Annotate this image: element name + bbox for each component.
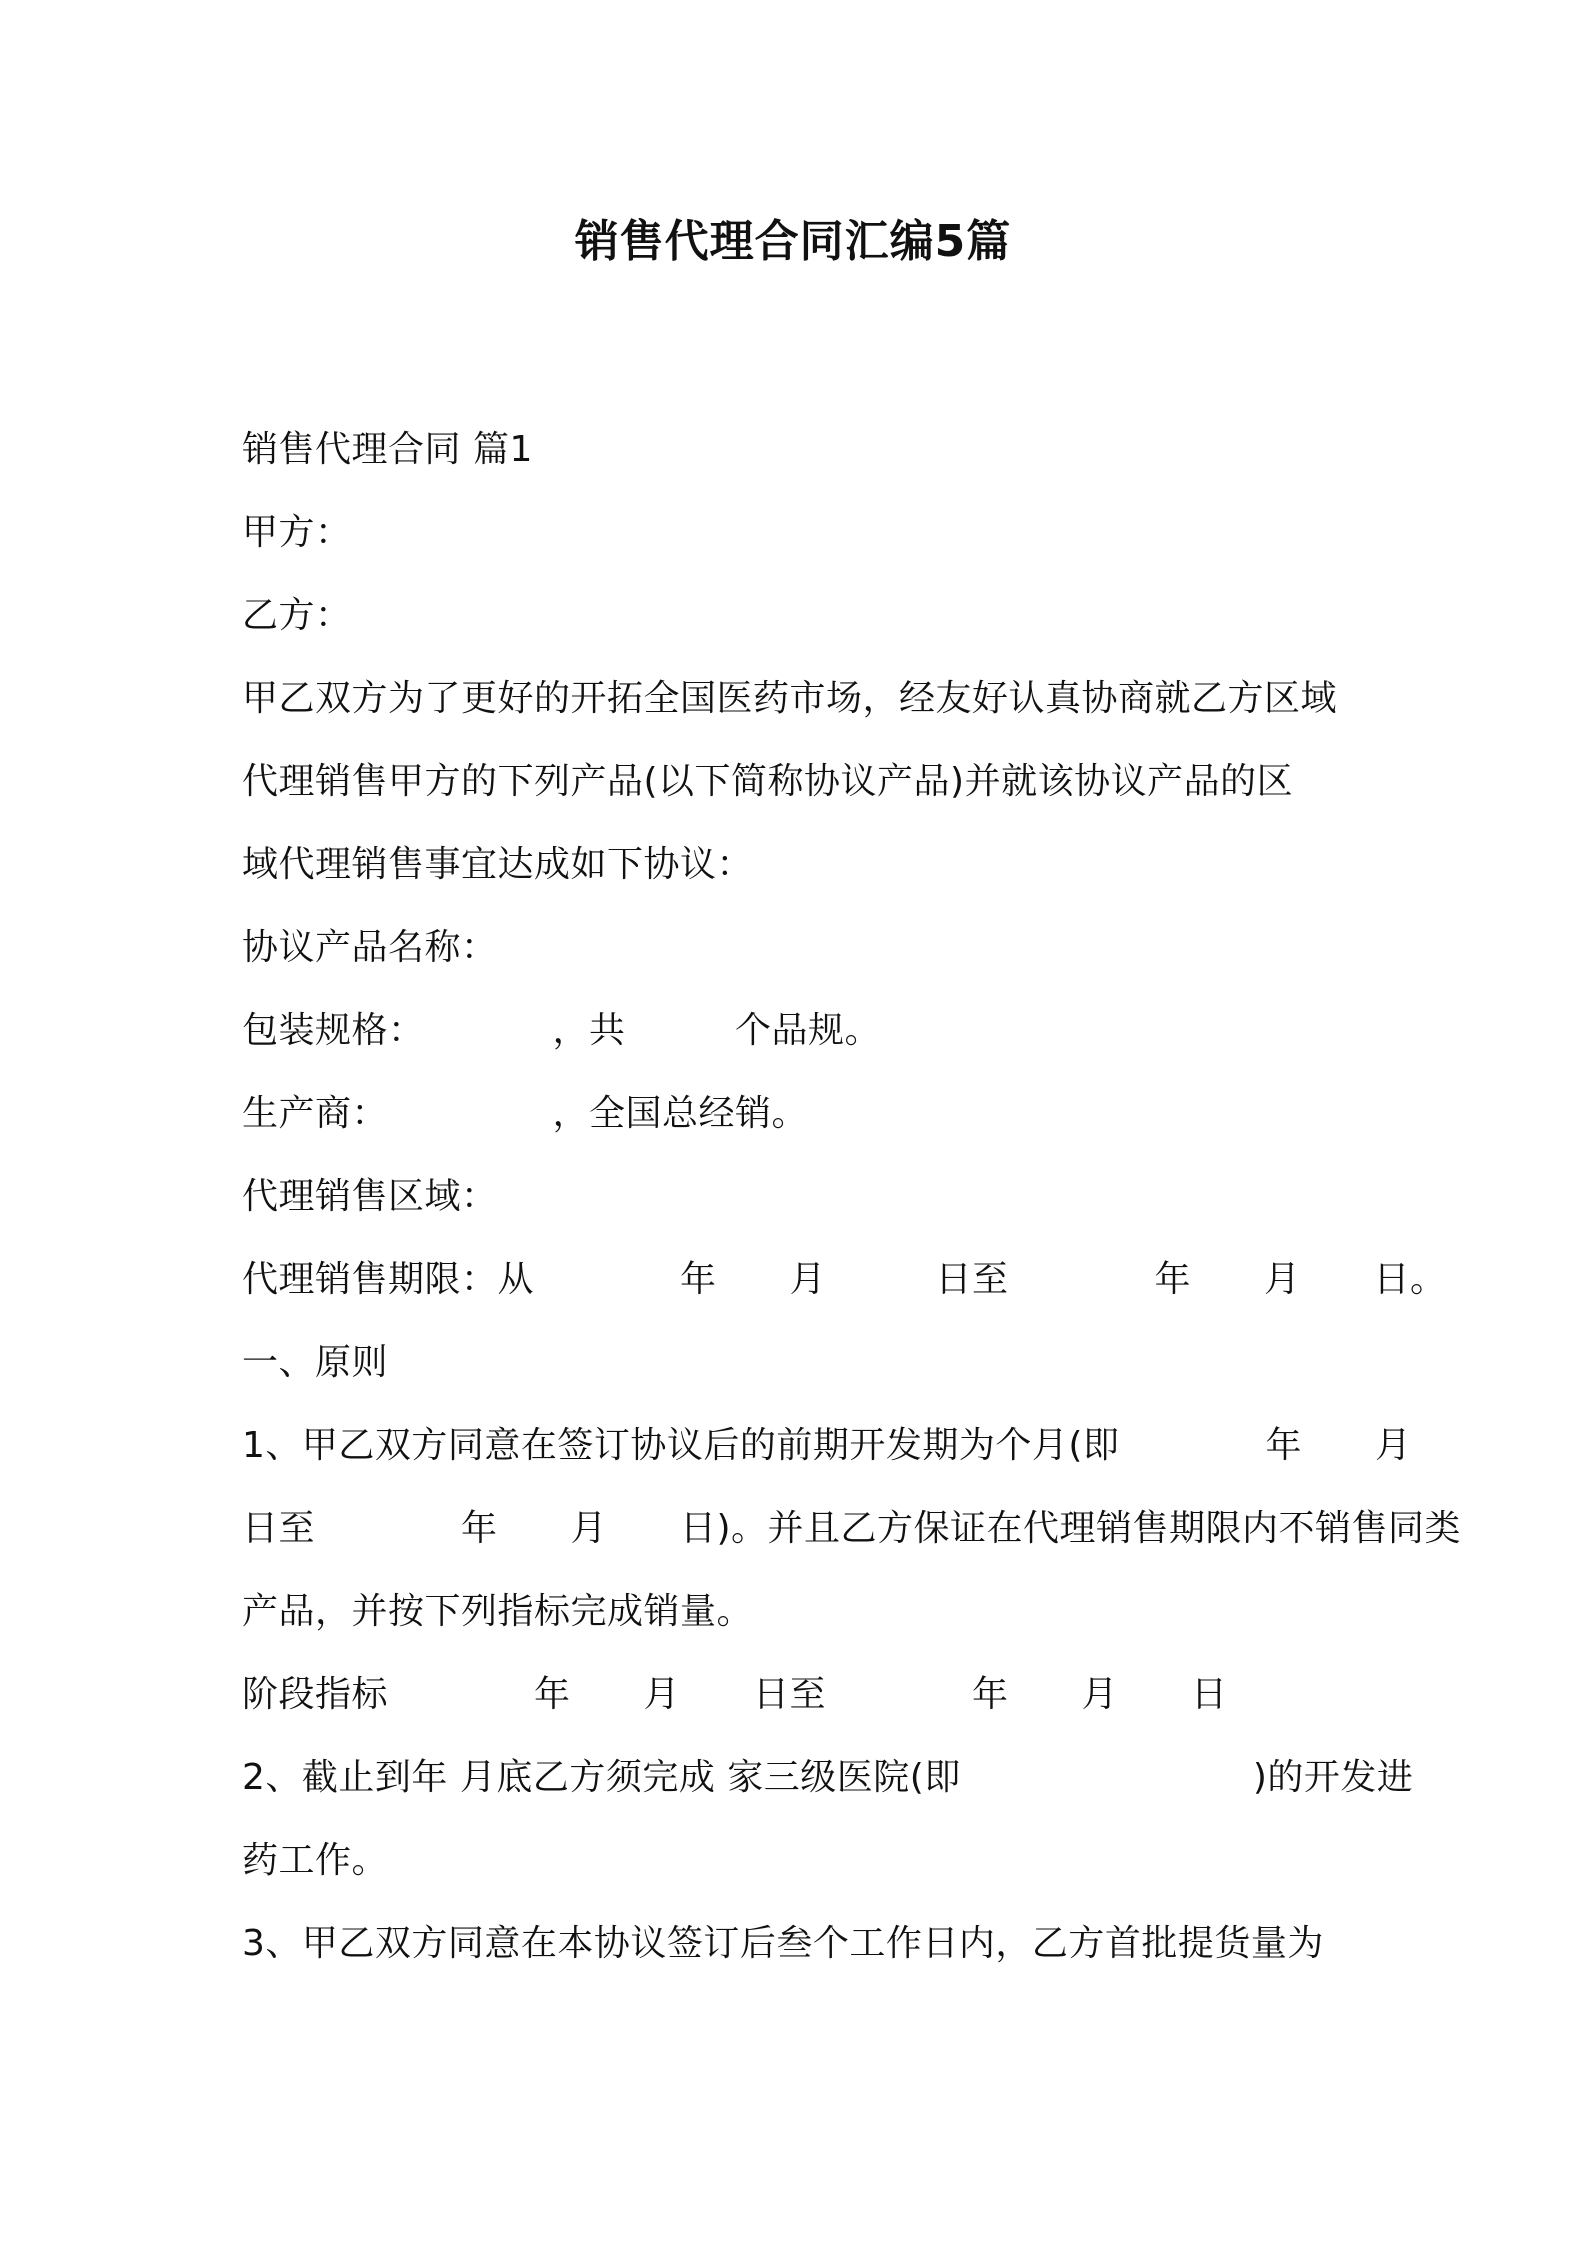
- paragraph-line: 甲乙双方为了更好的开拓全国医药市场，经友好认真协商就乙方区域: [242, 678, 1338, 719]
- principle-heading: 一、原则: [242, 1342, 389, 1383]
- sales-region-line: 代理销售区域：: [242, 1176, 498, 1217]
- document-title: 销售代理合同汇编5篇: [574, 216, 1012, 267]
- clause-line: 2、截止到年 月底乙方须完成 家三级医院(即 )的开发进: [242, 1757, 1414, 1798]
- paragraph-line: 域代理销售事宜达成如下协议：: [242, 844, 754, 885]
- section-heading: 销售代理合同 篇1: [242, 429, 533, 470]
- product-name-line: 协议产品名称：: [242, 927, 498, 968]
- sales-period-line: 代理销售期限：从 年 月 日至 年 月 日。: [242, 1259, 1447, 1300]
- clause-line: 日至 年 月 日)。并且乙方保证在代理销售期限内不销售同类: [242, 1508, 1462, 1549]
- party-b-label: 乙方：: [242, 595, 352, 636]
- stage-target-line: 阶段指标 年 月 日至 年 月 日: [242, 1674, 1228, 1715]
- clause-line: 1、甲乙双方同意在签订协议后的前期开发期为个月(即 年 月: [242, 1425, 1412, 1466]
- paragraph-line: 代理销售甲方的下列产品(以下简称协议产品)并就该协议产品的区: [242, 761, 1294, 802]
- clause-line: 产品，并按下列指标完成销量。: [242, 1591, 754, 1632]
- clause-line: 药工作。: [242, 1840, 389, 1881]
- manufacturer-line: 生产商： ，全国总经销。: [242, 1093, 809, 1134]
- packaging-line: 包装规格： ，共 个品规。: [242, 1010, 882, 1051]
- document-body: [242, 408, 1462, 1985]
- clause-line: 3、甲乙双方同意在本协议签订后叁个工作日内，乙方首批提货量为: [242, 1923, 1324, 1964]
- party-a-label: 甲方：: [242, 512, 352, 553]
